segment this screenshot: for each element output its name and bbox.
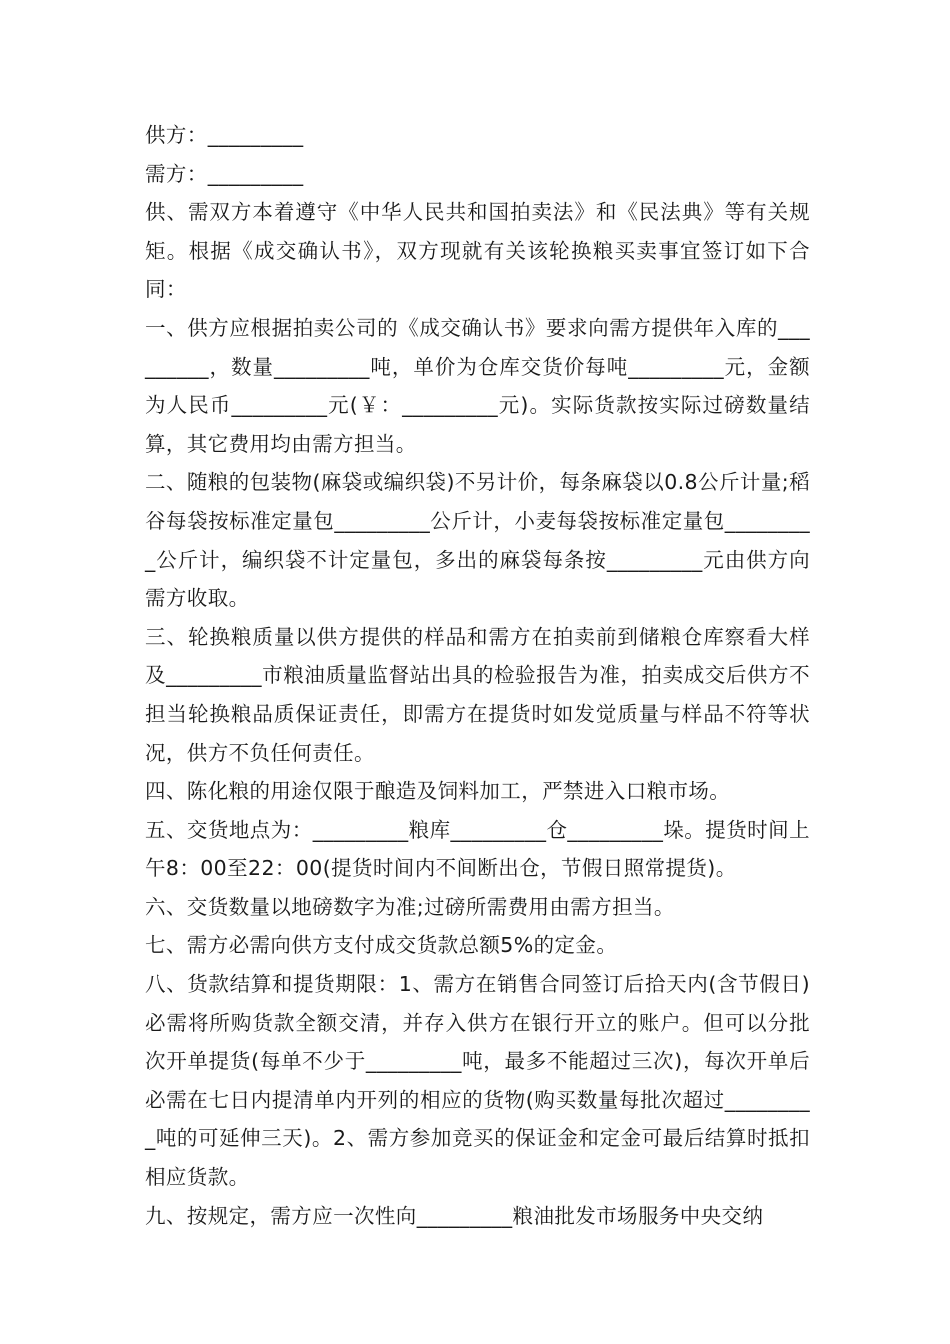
preamble-paragraph: 供、需双方本着遵守《中华人民共和国拍卖法》和《民法典》等有关规矩。根据《成交确认书》，双方现就有关该轮换粮买卖事宜签订如下合同：: [145, 200, 810, 302]
buyer-line: 需方：_________: [145, 161, 304, 186]
clause-5: 五、交货地点为：_________粮库_________仓_________垛。提货时间上午8：00至22：00(提货时间内不间断出仓，节假日照常提货)。: [145, 817, 810, 881]
clause-7: 七、需方必需向供方支付成交货款总额5%的定金。: [145, 933, 618, 958]
clause-2: 二、随粮的包装物(麻袋或编织袋)不另计价，每条麻袋以0.8公斤计量;稻谷每袋按标准定量包_________公斤计，小麦每袋按标准定量包_________公斤计，编织袋不计定量包，多出的麻袋每条按_________元由供方向需方收取。: [145, 470, 810, 611]
clause-8: 八、货款结算和提货期限：1、需方在销售合同签订后拾天内(含节假日)必需将所购货款全额交清，并存入供方在银行开立的账户。但可以分批次开单提货(每单不少于_________吨，最多不能超过三次)，每次开单后必需在七日内提清单内开列的相应的货物(购买数量每批次超过_________吨的可延伸三天)。2、需方参加竞买的保证金和定金可最后结算时抵扣相应货款。: [145, 972, 810, 1190]
clause-9: 九、按规定，需方应一次性向_________粮油批发市场服务中央交纳: [145, 1203, 764, 1228]
clause-1: 一、供方应根据拍卖公司的《成交确认书》要求向需方提供年入库的_________，数量_________吨，单价为仓库交货价每吨_________元，金额为人民币_________元(￥：_________元)。实际货款按实际过磅数量结算，其它费用均由需方担当。: [145, 315, 810, 456]
contract-body: [145, 116, 810, 1235]
supplier-line: 供方：_________: [145, 123, 304, 147]
clause-4: 四、陈化粮的用途仅限于酿造及饲料加工，严禁进入口粮市场。: [145, 779, 731, 804]
clause-3: 三、轮换粮质量以供方提供的样品和需方在拍卖前到储粮仓库察看大样及_________市粮油质量监督站出具的检验报告为准，拍卖成交后供方不担当轮换粮品质保证责任，即需方在提货时如发觉质量与样品不符等状况，供方不负任何责任。: [145, 624, 810, 765]
clause-6: 六、交货数量以地磅数字为准;过磅所需费用由需方担当。: [145, 894, 675, 919]
